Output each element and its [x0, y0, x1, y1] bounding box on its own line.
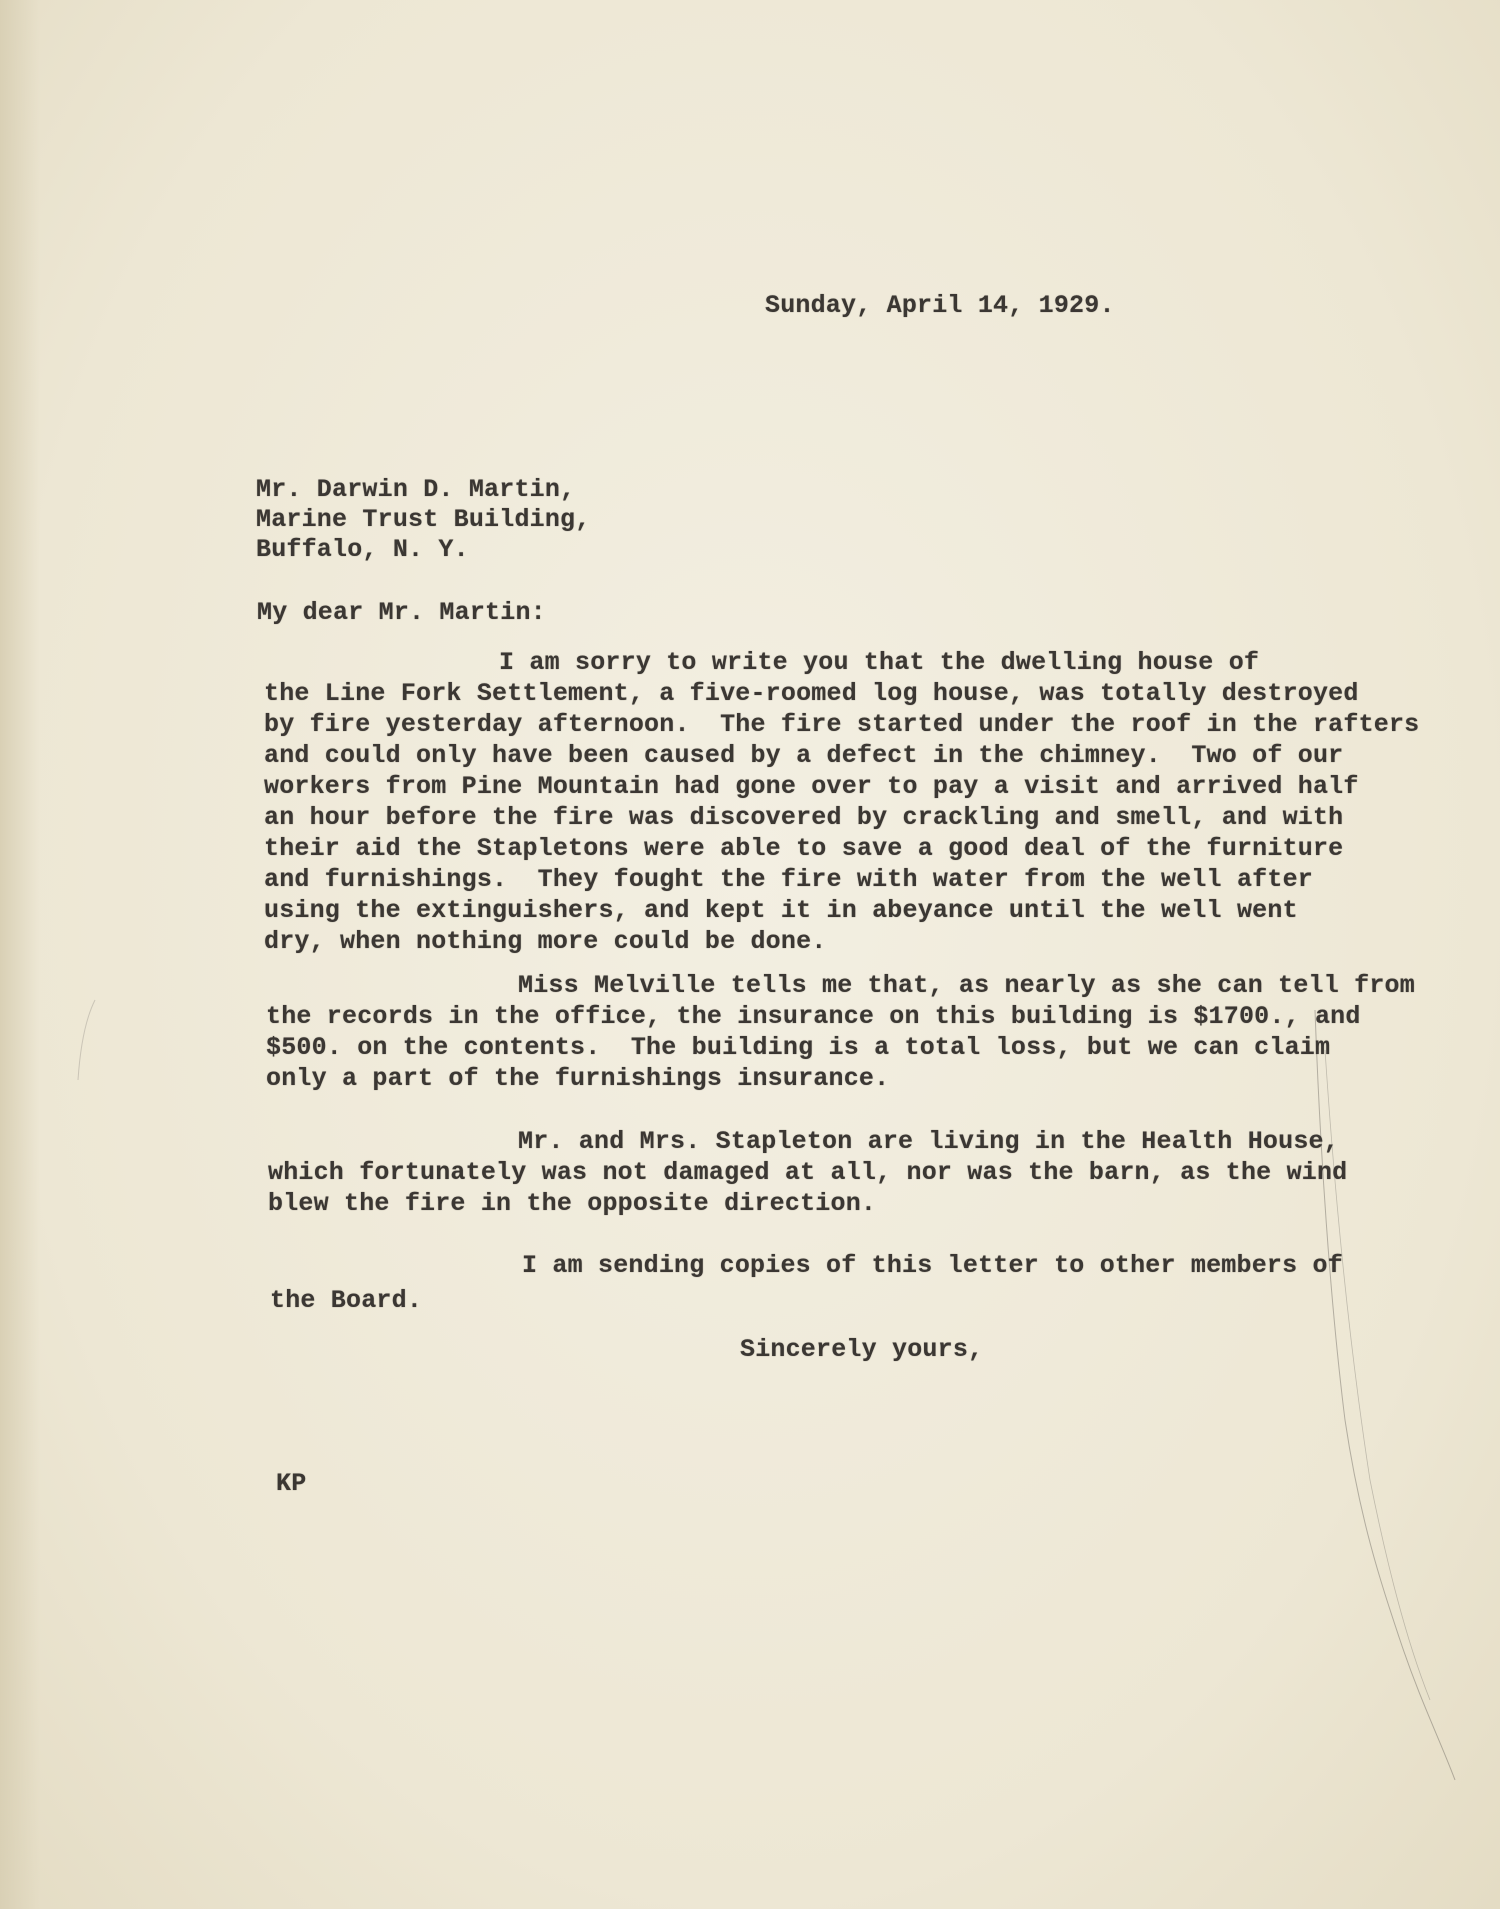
- paragraph-line: I am sending copies of this letter to other members of: [522, 1251, 1343, 1280]
- paragraph-line: their aid the Stapletons were able to save a good deal of the furniture: [264, 834, 1344, 863]
- paragraph-line: blew the fire in the opposite direction.: [268, 1189, 877, 1218]
- paragraph-line: workers from Pine Mountain had gone over to pay a visit and arrived half: [264, 772, 1359, 801]
- closing: Sincerely yours,: [740, 1335, 984, 1364]
- paragraph-line: an hour before the fire was discovered by crackling and smell, and with: [264, 803, 1344, 832]
- paragraph-line: using the extinguishers, and kept it in abeyance until the well went: [264, 896, 1298, 925]
- recipient-address: [256, 475, 590, 565]
- paragraph-2: [266, 970, 1415, 1094]
- paragraph-1: [264, 647, 1419, 957]
- paragraph-line: the Board.: [270, 1286, 423, 1315]
- paragraph-line: Mr. and Mrs. Stapleton are living in the Health House,: [518, 1127, 1339, 1156]
- paragraph-3: [268, 1126, 1347, 1219]
- paragraph-line: the Line Fork Settlement, a five-roomed log house, was totally destroyed: [264, 679, 1359, 708]
- salutation: My dear Mr. Martin:: [257, 598, 546, 627]
- paragraph-line: dry, when nothing more could be done.: [264, 927, 827, 956]
- paragraph-line: Miss Melville tells me that, as nearly as she can tell from: [518, 971, 1415, 1000]
- paragraph-line: $500. on the contents. The building is a total loss, but we can claim: [266, 1033, 1331, 1062]
- paragraph-4: [270, 1250, 1343, 1316]
- paragraph-line: the records in the office, the insurance on this building is $1700., and: [266, 1002, 1361, 1031]
- paragraph-line: which fortunately was not damaged at all, nor was the barn, as the wind: [268, 1158, 1348, 1187]
- address-line: Marine Trust Building,: [256, 505, 591, 534]
- paragraph-line: I am sorry to write you that the dwelling house of: [499, 648, 1260, 677]
- letter-date: Sunday, April 14, 1929.: [765, 291, 1115, 320]
- typist-initials: KP: [276, 1469, 307, 1498]
- address-line: Buffalo, N. Y.: [256, 535, 469, 564]
- paper-edge-shadow: [0, 0, 40, 1909]
- paragraph-line: by fire yesterday afternoon. The fire started under the roof in the rafters: [264, 710, 1420, 739]
- paragraph-line: and furnishings. They fought the fire with water from the well after: [264, 865, 1313, 894]
- address-line: Mr. Darwin D. Martin,: [256, 475, 576, 504]
- paragraph-line: only a part of the furnishings insurance.: [266, 1064, 890, 1093]
- paragraph-line: and could only have been caused by a defect in the chimney. Two of our: [264, 741, 1344, 770]
